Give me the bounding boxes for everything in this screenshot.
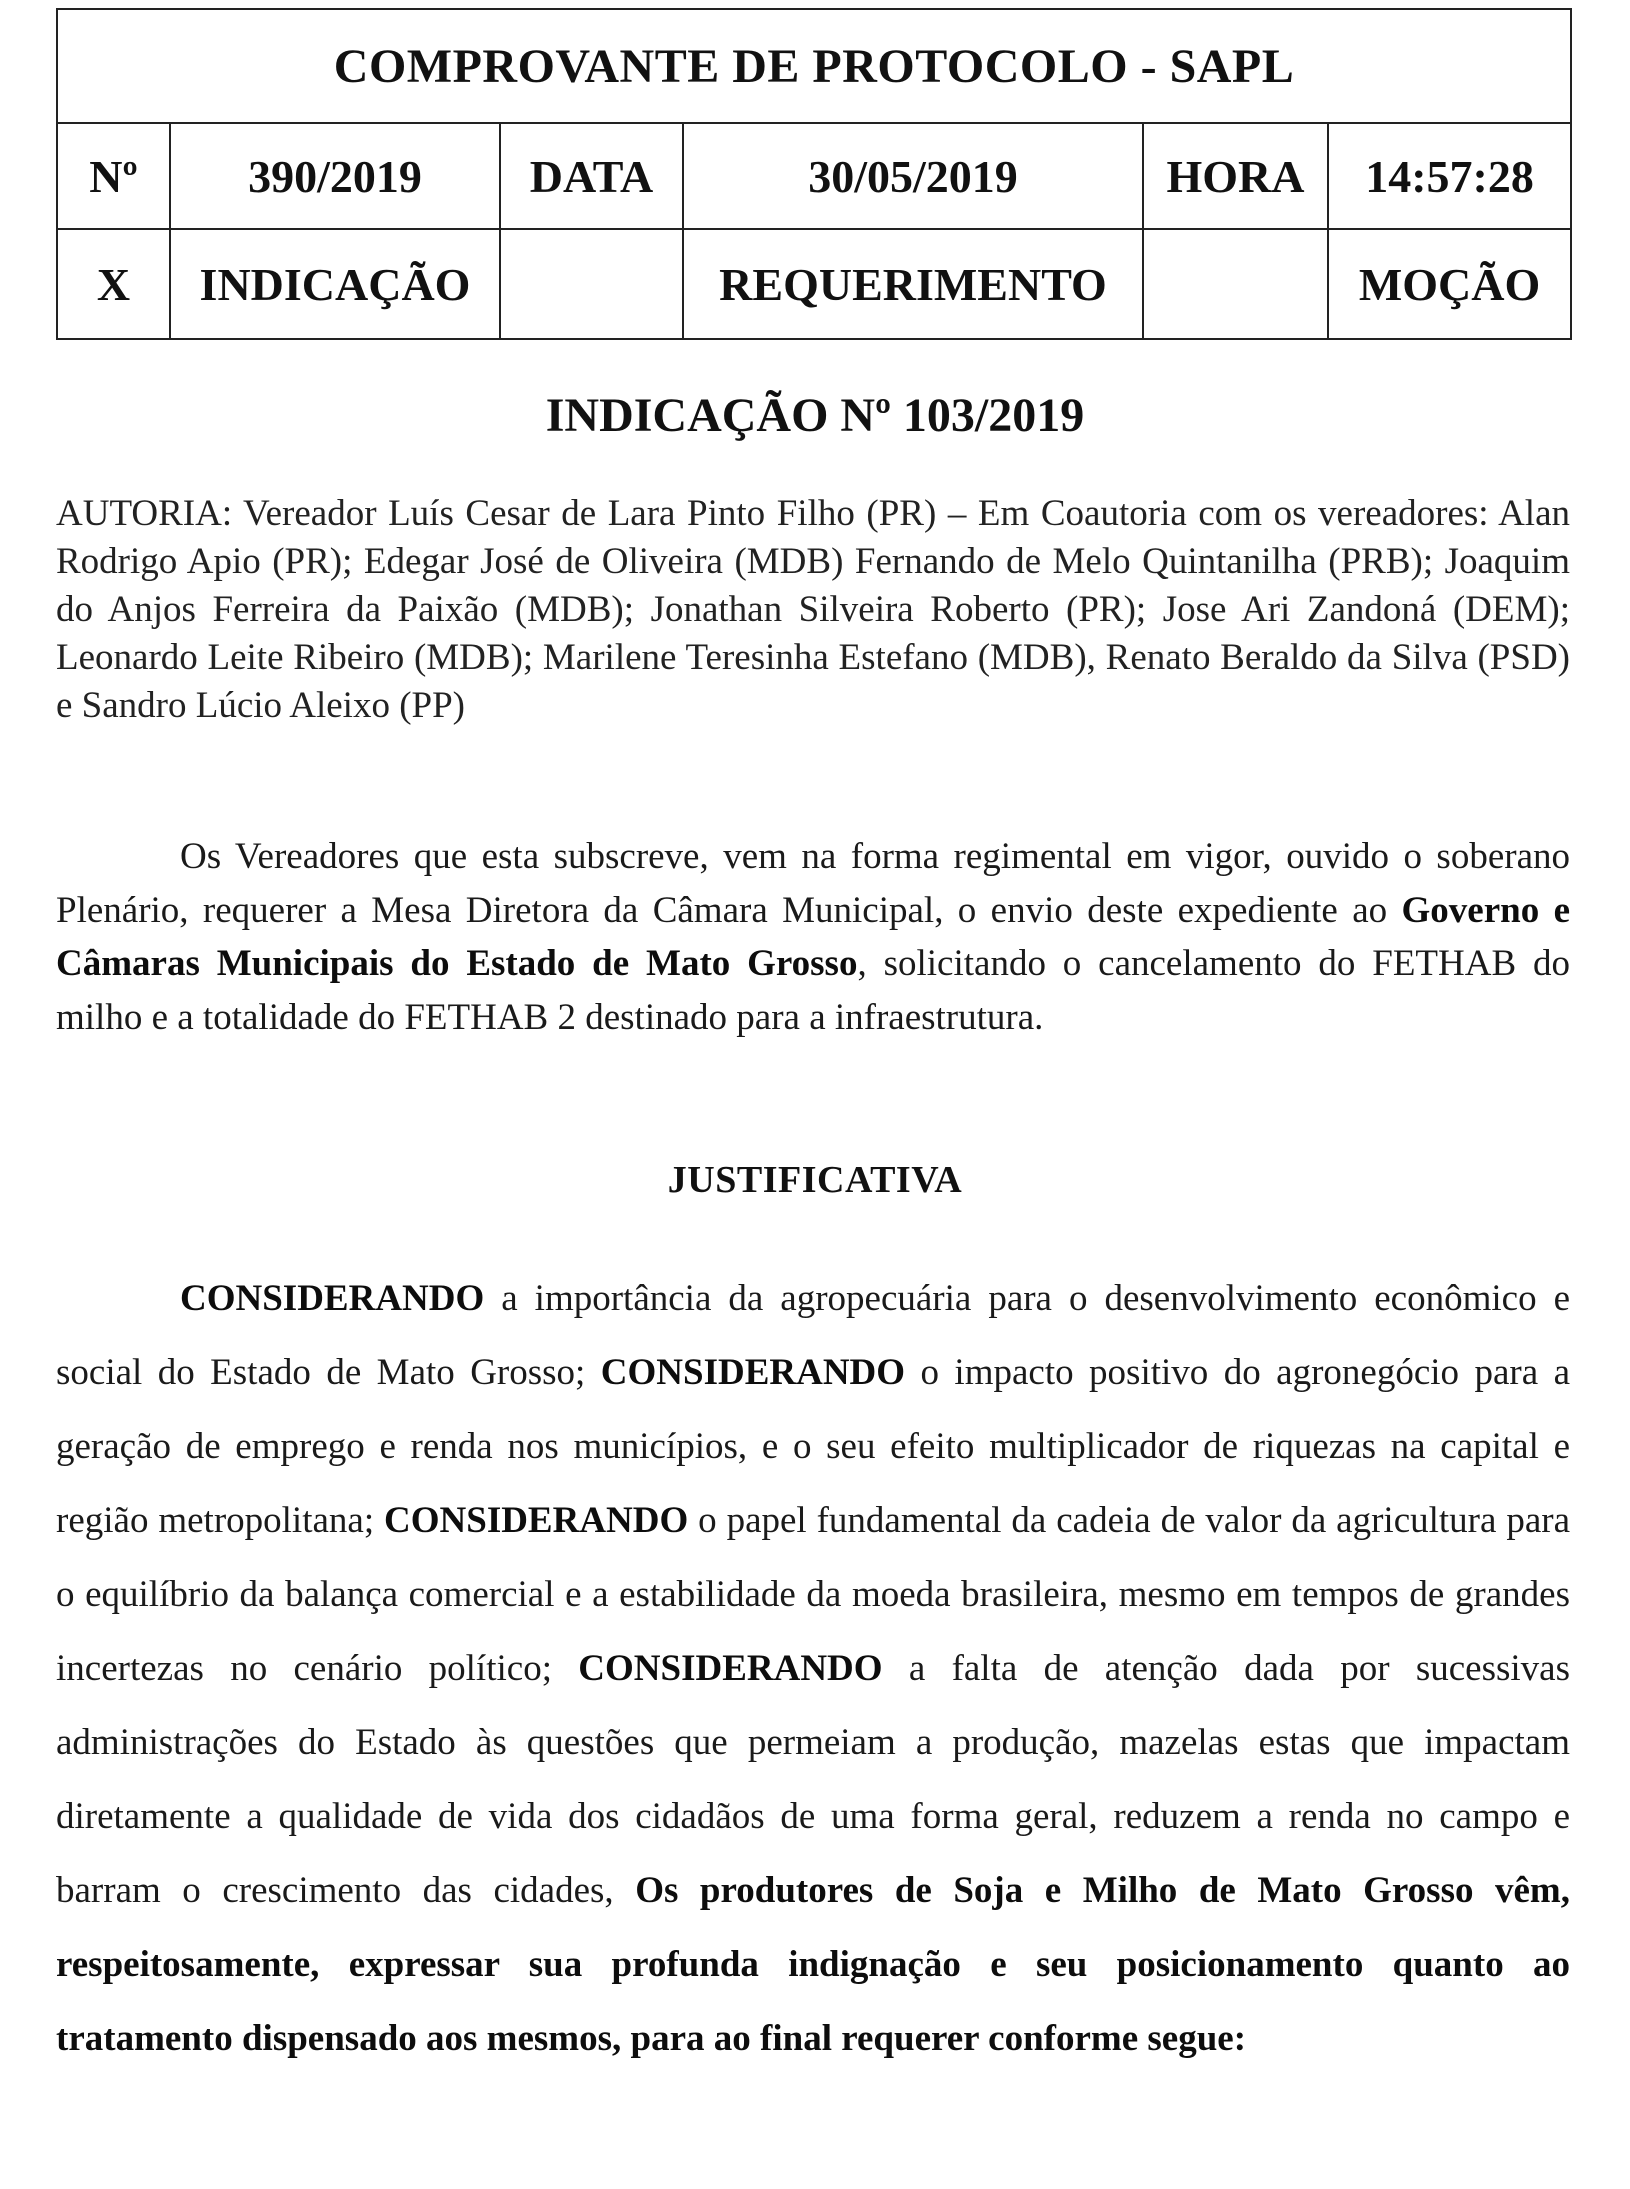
justification-title: JUSTIFICATIVA <box>667 1159 963 1201</box>
justification-text-2: o impacto positivo do agronegócio para a geração de emprego e renda nos municípios, e o seu efeito multiplicador de riquezas na capital e região metropolitana; <box>56 1352 1570 1541</box>
considerando-1: CONSIDERANDO <box>180 1278 485 1319</box>
protocol-date-value: 30/05/2019 <box>683 123 1143 229</box>
document-title: INDICAÇÃO Nº 103/2019 <box>545 389 1085 442</box>
protocol-time-label: HORA <box>1143 123 1328 229</box>
protocol-title: COMPROVANTE DE PROTOCOLO - SAPL <box>57 9 1571 123</box>
considerando-3: CONSIDERANDO <box>384 1500 689 1541</box>
protocol-time-value: 14:57:28 <box>1328 123 1571 229</box>
justification-text-4: a falta de atenção dada por sucessivas administrações do Estado às questões que permeiam a produção, mazelas estas que impactam diretamente a qualidade de vida dos cidadãos de uma forma geral, reduzem a renda no campo e barram o crescimento das cidades, <box>56 1648 1570 1911</box>
request-text-1: Os Vereadores que esta subscreve, vem na forma regimental em vigor, ouvido o soberano Plenário, requerer a Mesa Diretora da Câmara Municipal, o envio deste expediente ao <box>56 836 1570 931</box>
protocol-date-label: DATA <box>500 123 683 229</box>
type-mark-mocao <box>1143 229 1328 339</box>
considerando-2: CONSIDERANDO <box>600 1352 906 1393</box>
authorship-paragraph: AUTORIA: Vereador Luís Cesar de Lara Pinto Filho (PR) – Em Coautoria com os vereadores: Alan Rodrigo Apio (PR); Edegar José de Oliveira (MDB) Fernando de Melo Quintanilha (PRB); Joaquim do Anjos Ferreira da Paixão (MDB); Jonathan Silveira Roberto (PR); Jose Ari Zandoná (DEM); Leonardo Leite Ribeiro (MDB); Marilene Teresinha Estefano (MDB), Renato Beraldo da Silva (PSD) e Sandro Lúcio Aleixo (PP) <box>56 493 1570 726</box>
protocol-number-value: 390/2019 <box>170 123 500 229</box>
type-mocao-label: MOÇÃO <box>1328 229 1571 339</box>
type-requerimento-label: REQUERIMENTO <box>683 229 1143 339</box>
request-recipient: Governo e Câmaras Municipais do Estado de Mato Grosso <box>56 889 1571 984</box>
justification-text-3: o papel fundamental da cadeia de valor da agricultura para o equilíbrio da balança comercial e a estabilidade da moeda brasileira, mesmo em tempos de grandes incertezas no cenário político; <box>56 1500 1570 1689</box>
type-indicacao-label: INDICAÇÃO <box>170 229 500 339</box>
request-paragraph <box>56 830 1570 1044</box>
considerando-4: CONSIDERANDO <box>578 1648 883 1689</box>
type-mark-indicacao: X <box>57 229 170 339</box>
type-mark-requerimento <box>500 229 683 339</box>
justification-text-1: a importância da agropecuária para o desenvolvimento econômico e social do Estado de Mato Grosso; <box>56 1278 1570 1393</box>
protocol-number-label: Nº <box>57 123 170 229</box>
protocol-table <box>56 8 1572 340</box>
request-text-2: , solicitando o cancelamento do FETHAB do milho e a totalidade do FETHAB 2 destinado para a infraestrutura. <box>56 943 1571 1038</box>
justification-conclusion: Os produtores de Soja e Milho de Mato Grosso vêm, respeitosamente, expressar sua profunda indignação e seu posicionamento quanto ao tratamento dispensado aos mesmos, para ao final requerer conforme segue: <box>56 1870 1570 2059</box>
justification-paragraph <box>56 1262 1570 2076</box>
